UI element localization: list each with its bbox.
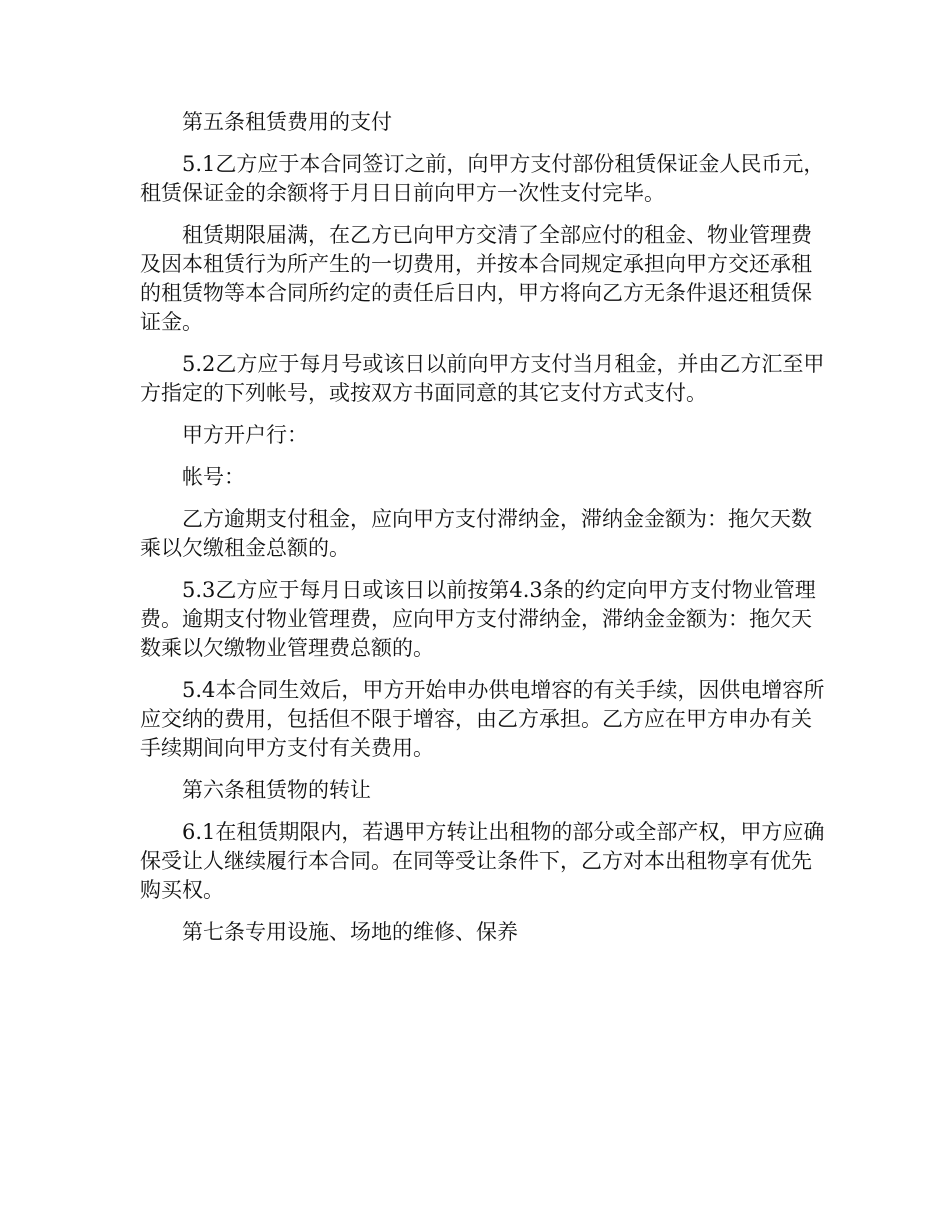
clause-6-1: 6.1在租赁期限内，若遇甲方转让出租物的部分或全部产权，甲方应确保受让人继续履行本合同。在同等受让条件下，乙方对本出租物享有优先购买权。: [140, 820, 825, 902]
bank-name-line: 甲方开户行：: [182, 423, 308, 447]
clause-5-3: 5.3乙方应于每月日或该日以前按第4.3条的约定向甲方支付物业管理费。逾期支付物业管理费，应向甲方支付滞纳金，滞纳金金额为：拖欠天数乘以欠缴物业管理费总额的。: [140, 578, 816, 660]
clause-5-1-deposit-refund: 租赁期限届满，在乙方已向甲方交清了全部应付的租金、物业管理费及因本租赁行为所产生的一切费用，并按本合同规定承担向甲方交还承租的租赁物等本合同所约定的责任后日内，甲方将向乙方无条件退还租赁保证金。: [140, 223, 812, 334]
section-heading-article-5: 第五条租赁费用的支付: [182, 110, 392, 134]
account-number-line: 帐号：: [182, 465, 245, 489]
section-heading-article-6: 第六条租赁物的转让: [182, 778, 371, 802]
late-rent-penalty: 乙方逾期支付租金，应向甲方支付滞纳金，滞纳金金额为：拖欠天数乘以欠缴租金总额的。: [140, 507, 812, 560]
section-heading-article-7: 第七条专用设施、场地的维修、保养: [182, 920, 518, 944]
clause-5-1: 5.1乙方应于本合同签订之前，向甲方支付部份租赁保证金人民币元，租赁保证金的余额将于月日日前向甲方一次性支付完毕。: [140, 152, 825, 205]
clause-5-4: 5.4本合同生效后，甲方开始申办供电增容的有关手续，因供电增容所应交纳的费用，包括但不限于增容，由乙方承担。乙方应在甲方申办有关手续期间向甲方支付有关费用。: [140, 678, 825, 760]
clause-5-2: 5.2乙方应于每月号或该日以前向甲方支付当月租金，并由乙方汇至甲方指定的下列帐号，或按双方书面同意的其它支付方式支付。: [140, 352, 825, 405]
document-body: [140, 108, 830, 960]
